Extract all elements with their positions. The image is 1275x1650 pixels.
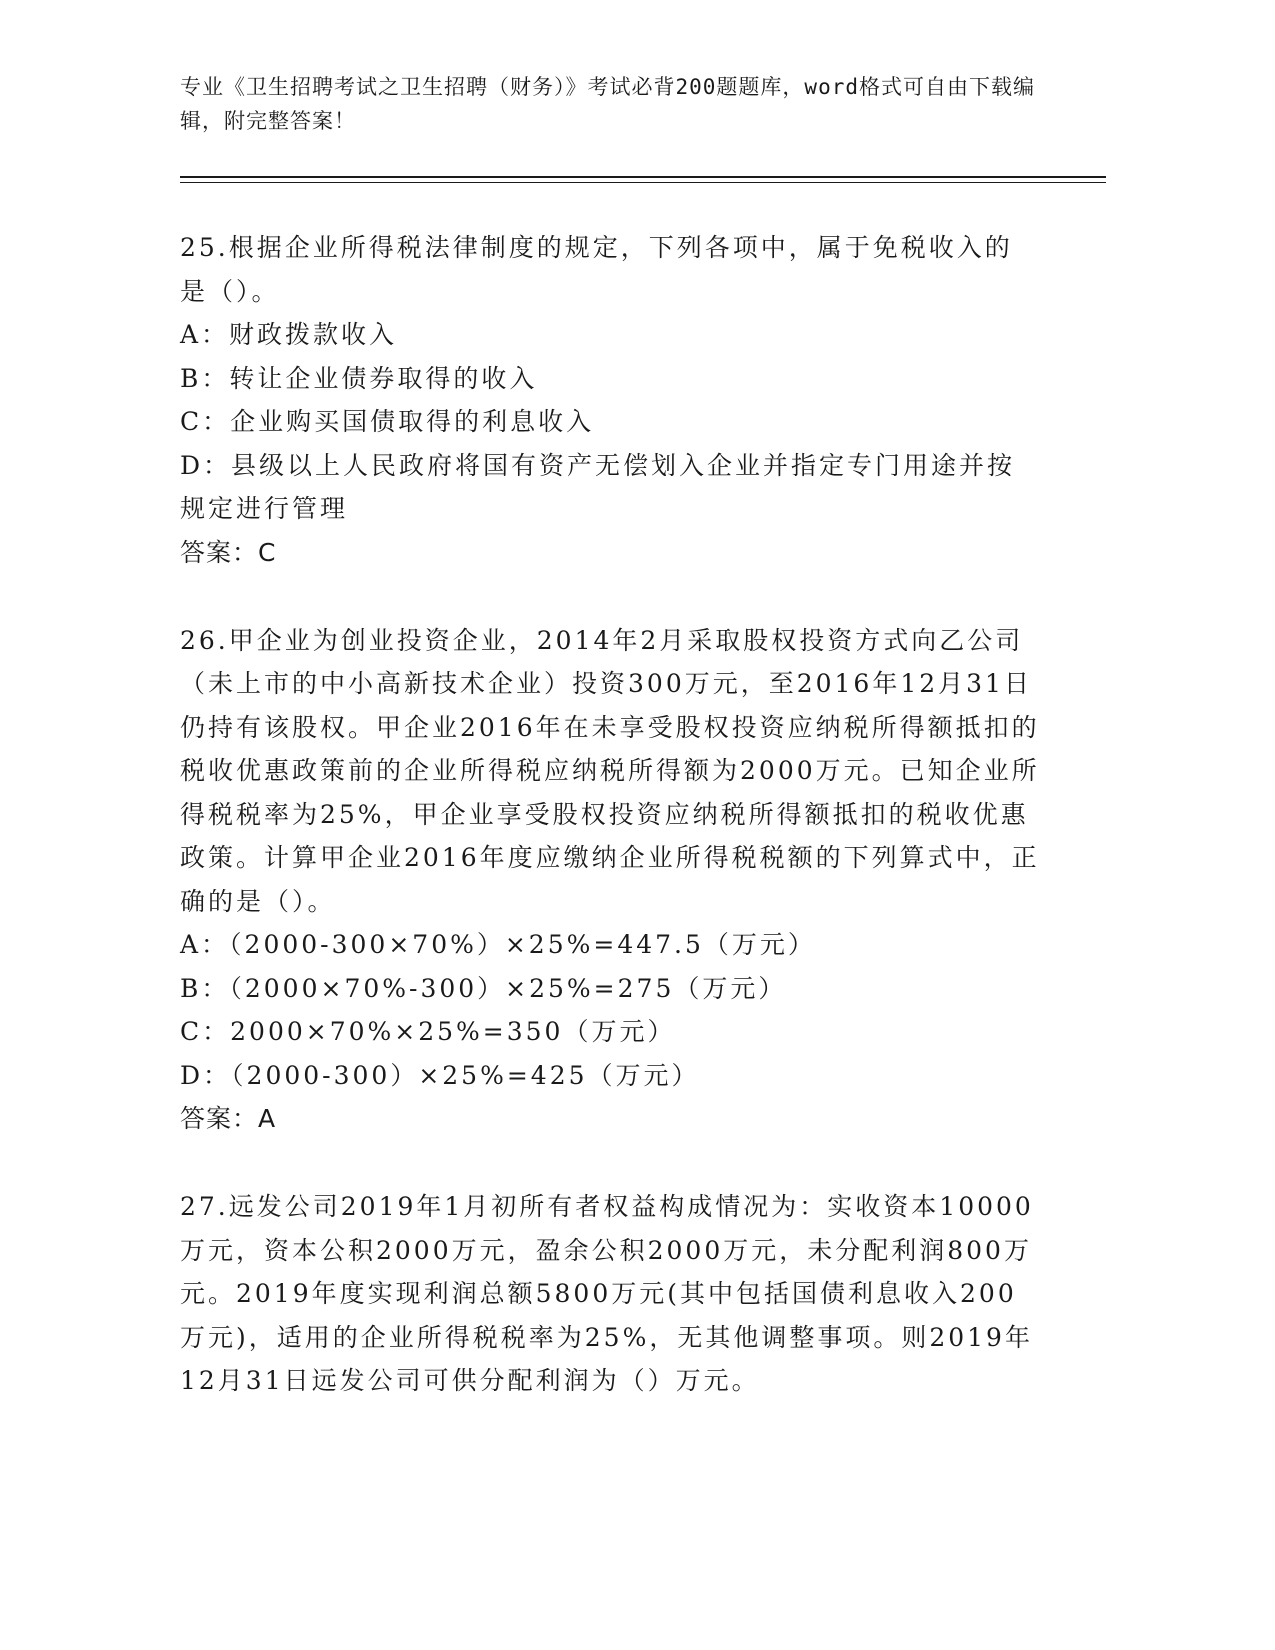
document-header [180, 70, 1075, 138]
question-26 [180, 619, 1040, 1142]
question-27 [180, 1185, 1040, 1403]
option-d: D：县级以上人民政府将国有资产无偿划入企业并指定专门用途并按规定进行管理 [180, 450, 1016, 523]
option-d: D：（2000-300）×25%=425（万元） [180, 1060, 700, 1090]
header-divider [180, 176, 1106, 183]
question-text: 26.甲企业为创业投资企业，2014年2月采取股权投资方式向乙公司（未上市的中小高新技术企业）投资300万元，至2016年12月31日仍持有该股权。甲企业2016年在未享受股权投资应纳税所得额抵扣的税收优惠政策前的企业所得税应纳税所得额为2000万元。已知企业所得税税率为25%，甲企业享受股权投资应纳税所得额抵扣的税收优惠政策。计算甲企业2016年度应缴纳企业所得税税额的下列算式中，正确的是（）。 [180, 625, 1040, 916]
option-c: C：企业购买国债取得的利息收入 [180, 407, 595, 436]
answer: 答案：C [180, 537, 277, 567]
answer: 答案：A [180, 1104, 277, 1133]
option-a: A：（2000-300×70%）×25%=447.5（万元） [180, 930, 816, 959]
question-text: 27.远发公司2019年1月初所有者权益构成情况为：实收资本10000万元，资本公积2000万元，盈余公积2000万元，未分配利润800万元。2019年度实现利润总额5800万元(其中包括国债利息收入200万元)，适用的企业所得税税率为25%，无其他调整事项。则2019年12月31日远发公司可供分配利润为（）万元。 [180, 1192, 1034, 1395]
header-note: 专业《卫生招聘考试之卫生招聘（财务）》考试必背200题题库，word格式可自由下载编辑，附完整答案！ [180, 75, 1035, 133]
option-b: B：转让企业债券取得的收入 [180, 363, 538, 393]
question-text: 25.根据企业所得税法律制度的规定，下列各项中，属于免税收入的是（）。 [180, 233, 1013, 306]
option-b: B：（2000×70%-300）×25%=275（万元） [180, 973, 787, 1003]
option-c: C：2000×70%×25%=350（万元） [180, 1017, 676, 1046]
question-list [180, 226, 1040, 1447]
option-a: A：财政拨款收入 [180, 320, 398, 349]
question-25 [180, 226, 1040, 575]
